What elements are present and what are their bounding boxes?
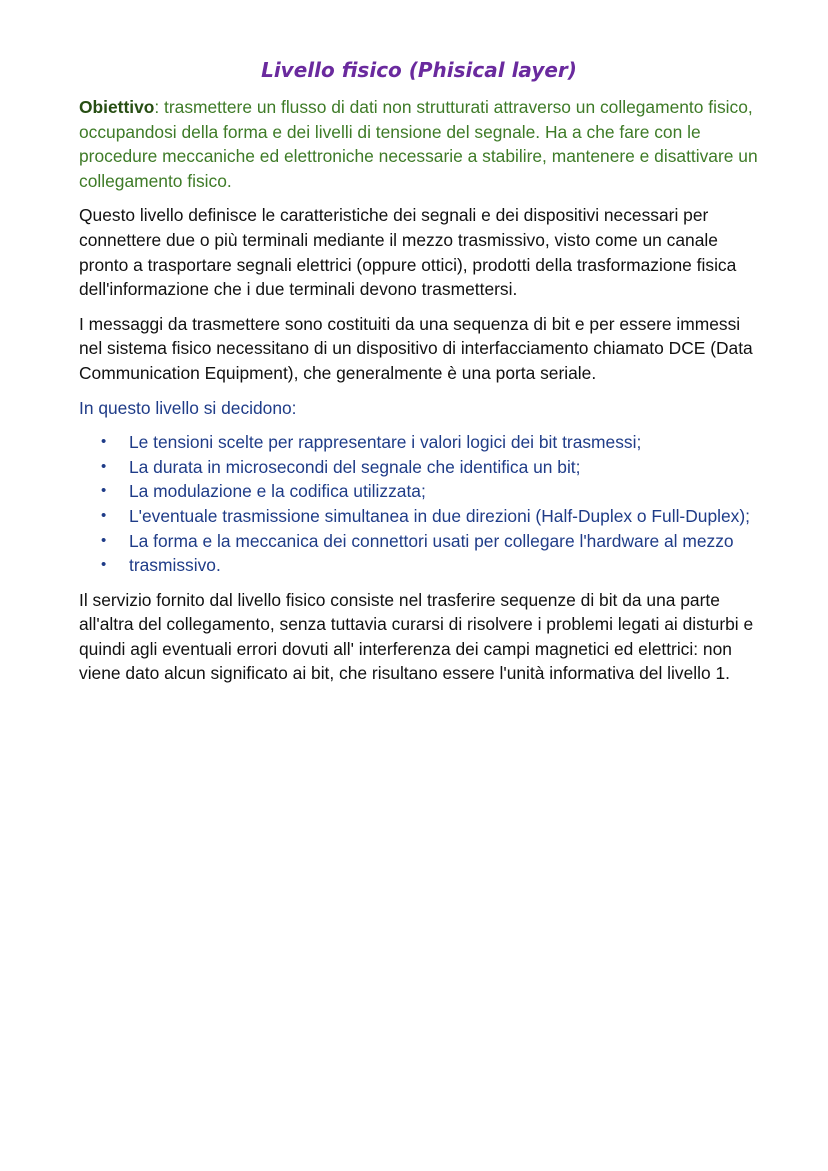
list-item-text: La modulazione e la codifica utilizzata; xyxy=(129,481,426,502)
list-item xyxy=(79,553,759,578)
bullet-icon: • xyxy=(101,506,107,524)
body-paragraph-3: Il servizio fornito dal livello fisico consiste nel trasferire sequenze di bit da una parte all'altra del collegamento, senza tuttavia curarsi di risolvere i problemi legati ai disturbi e quindi agli eventuali errori dovuti all' interferenza dei campi magnetici ed elettrici: non viene dato alcun significato ai bit, che risultano essere l'unità informativa del livello 1. xyxy=(79,589,754,684)
objective-paragraph xyxy=(79,95,759,193)
list-item xyxy=(79,479,759,504)
bullet-icon: • xyxy=(101,457,107,475)
bullet-icon: • xyxy=(101,556,107,574)
bullet-icon: • xyxy=(101,433,107,451)
page-title: Livello fisico (Phisical layer) xyxy=(261,58,577,82)
list-item xyxy=(79,504,759,529)
list-intro: In questo livello si decidono: xyxy=(79,397,297,418)
list-item-text: L'eventuale trasmissione simultanea in due direzioni (Half-Duplex o Full-Duplex); xyxy=(129,505,750,526)
list-item xyxy=(79,529,759,554)
body-paragraph-1: Questo livello definisce le caratteristiche dei segnali e dei dispositivi necessari per connettere due o più terminali mediante il mezzo trasmissivo, visto come un canale pronto a trasportare segnali elettrici (oppure ottici), prodotti della trasformazione fisica dell'informazione che i due terminali devono trasmettersi. xyxy=(79,205,737,300)
list-item xyxy=(79,455,759,480)
list-item-text: La durata in microsecondi del segnale che identifica un bit; xyxy=(129,456,581,477)
body-paragraph-2: I messaggi da trasmettere sono costituiti da una sequenza di bit e per essere immessi nel sistema fisico necessitano di un dispositivo di interfacciamento chiamato DCE (Data Communication Equipment), che generalmente è una porta seriale. xyxy=(79,313,753,383)
list-item-text: Le tensioni scelte per rappresentare i valori logici dei bit trasmessi; xyxy=(129,432,642,453)
objective-label: Obiettivo xyxy=(79,97,155,117)
list-item xyxy=(79,430,759,455)
decisions-list xyxy=(79,430,759,578)
document-page xyxy=(79,57,759,696)
list-item-text: La forma e la meccanica dei connettori usati per collegare l'hardware al mezzo xyxy=(129,530,734,551)
bullet-icon: • xyxy=(101,531,107,549)
bullet-icon: • xyxy=(101,482,107,500)
objective-text: : trasmettere un flusso di dati non strutturati attraverso un collegamento fisico, occupandosi della forma e dei livelli di tensione del segnale. Ha a che fare con le procedure meccaniche ed elettroniche necessarie a stabilire, mantenere e disattivare un collegamento fisico. xyxy=(79,97,758,191)
list-item-text: trasmissivo. xyxy=(129,555,221,576)
